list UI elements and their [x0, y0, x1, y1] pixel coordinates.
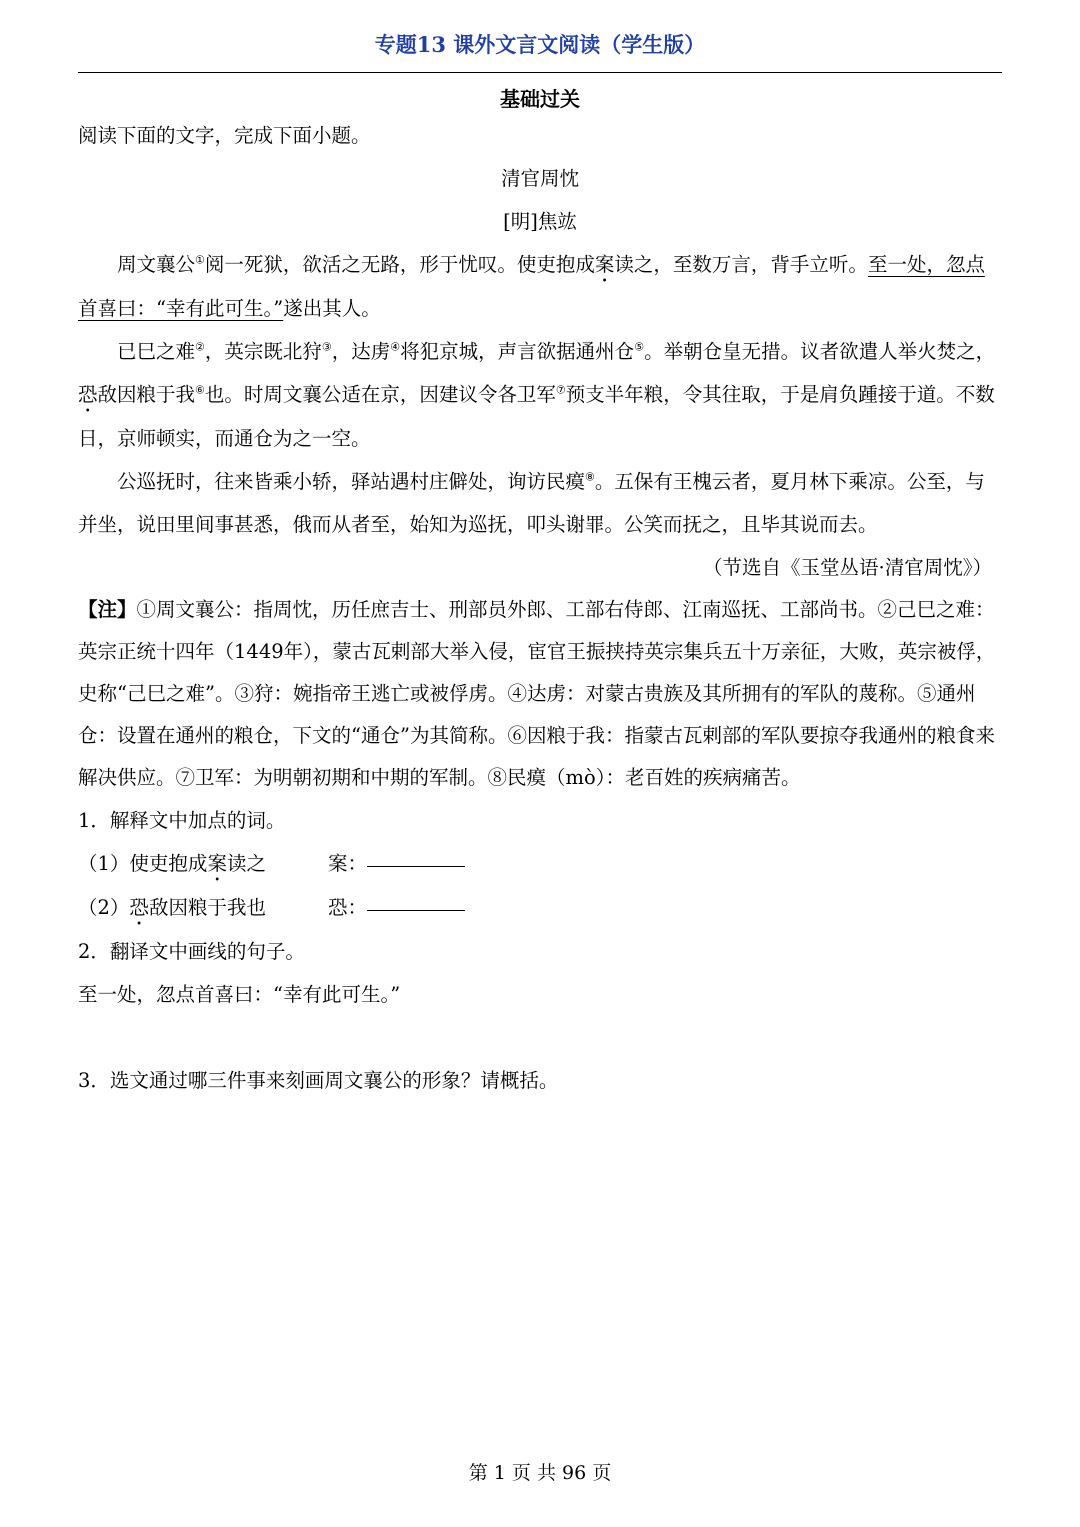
- instruction: 阅读下面的文字，完成下面小题。: [78, 124, 371, 147]
- text-span: 读之，至数万言，背手立听。: [614, 253, 868, 276]
- text-span: 周文襄公: [117, 253, 196, 276]
- header-divider: [78, 72, 1002, 73]
- dotted-word: 案: [207, 852, 227, 875]
- answer-blank[interactable]: [367, 842, 465, 867]
- text-span: 。举朝仓皇无措。议者欲遣人举火焚之，: [644, 340, 996, 363]
- document-header: [78, 28, 1002, 72]
- passage-paragraph-3: [78, 460, 1002, 546]
- note-text: ①周文襄公：指周忱，历任庶吉士、刑部员外郎、工部右侍郎、江南巡抚、工部尚书。②己巳之难：英宗正统十四年（1449年），蒙古瓦剌部大举入侵，宦官王振挟持英宗集兵五十万亲征，大败，英宗被俘，史称“己巳之难”。③狩：婉指帝王逃亡或被俘虏。④达虏：对蒙古贵族及其所拥有的军队的蔑称。⑤通州仓：设置在通州的粮仓，下文的“通仓”为其简称。⑥因粮于我：指蒙古瓦剌部的军队要掠夺我通州的粮食来解决供应。⑦卫军：为明朝初期和中期的军制。⑧民瘼（mò）：老百姓的疾病痛苦。: [78, 598, 996, 789]
- item-word: 案：: [328, 852, 368, 875]
- text-span: 敌因粮于我: [97, 383, 196, 406]
- dotted-word: 恐: [78, 383, 98, 406]
- dotted-word: 恐: [129, 896, 149, 919]
- text-span: 预支半年粮，令其往取，于是肩负踵接于道。不数日，京师顿实，而通仓为之一空。: [78, 383, 995, 450]
- footnote-ref: ⑦: [555, 383, 566, 397]
- passage-paragraph-1: [78, 243, 1002, 330]
- footnote-ref: ⑤: [634, 340, 645, 354]
- page-body: [78, 84, 1002, 1102]
- page-number: 第 1 页 共 96 页: [468, 1462, 612, 1484]
- text-span: ，达虏: [331, 340, 391, 363]
- annotation-notes: [78, 589, 1002, 799]
- note-label: 【注】: [78, 598, 137, 621]
- item-word: 恐：: [328, 896, 368, 919]
- answer-space[interactable]: [78, 1016, 1002, 1059]
- text-span: 将犯京城，声言欲据通州仓: [400, 340, 635, 363]
- passage-source: （节选自《玉堂丛语·清官周忱》）: [703, 556, 992, 579]
- text-span: 使吏抱成: [129, 852, 208, 875]
- footnote-ref: ②: [195, 340, 205, 354]
- text-span: 已巳之难: [117, 340, 196, 363]
- passage-title: 清官周忱: [500, 167, 579, 190]
- text-span: 也。时周文襄公适在京，因建议令各卫军: [204, 383, 556, 406]
- passage-author: [明]焦竑: [503, 210, 577, 233]
- question-1-stem: 1．解释文中加点的词。: [78, 809, 286, 832]
- underlined-sentence: 至一处，忽点首喜曰：“幸有此可生。”: [78, 253, 985, 320]
- text-span: 阅一死狱，欲活之无路，形于忧叹。使吏抱成: [204, 253, 595, 276]
- footnote-ref: ③: [321, 340, 332, 354]
- text-span: 公巡抚时，往来皆乘小轿，驿站遇村庄僻处，询访民瘼: [117, 470, 586, 493]
- question-1-item-2: [78, 886, 1002, 930]
- answer-blank[interactable]: [367, 886, 465, 911]
- dotted-word: 案: [594, 253, 615, 276]
- question-2-stem: 2．翻译文中画线的句子。: [78, 940, 305, 963]
- item-number: （2）: [78, 896, 130, 919]
- question-1-item-1: [78, 842, 1002, 886]
- item-stem: [78, 842, 328, 886]
- footnote-ref: ①: [195, 253, 205, 267]
- text-span: 遂出其人。: [283, 297, 381, 320]
- item-stem: [78, 886, 328, 930]
- header-title: 专题13 课外文言文阅读（学生版）: [374, 32, 706, 57]
- question-3-stem: 3．选文通过哪三件事来刻画周文襄公的形象？请概括。: [78, 1069, 559, 1092]
- section-title: 基础过关: [500, 87, 580, 111]
- question-2-sentence: 至一处，忽点首喜曰：“幸有此可生。”: [78, 983, 401, 1006]
- text-span: 读之: [226, 852, 266, 875]
- text-span: 敌因粮于我也: [148, 896, 266, 919]
- footnote-ref: ⑧: [585, 470, 595, 484]
- footnote-ref: ④: [390, 340, 401, 354]
- page-footer: [0, 1458, 1080, 1488]
- footnote-ref: ⑥: [195, 383, 205, 397]
- item-number: （1）: [78, 852, 130, 875]
- text-span: 。五保有王槐云者，夏月林下乘凉。公至，与并坐，说田里间事甚悉，俄而从者至，始知为巡抚，叩头谢罪。公笑而抚之，且毕其说而去。: [78, 470, 985, 536]
- text-span: ，英宗既北狩: [204, 340, 322, 363]
- passage-paragraph-2: [78, 330, 1002, 460]
